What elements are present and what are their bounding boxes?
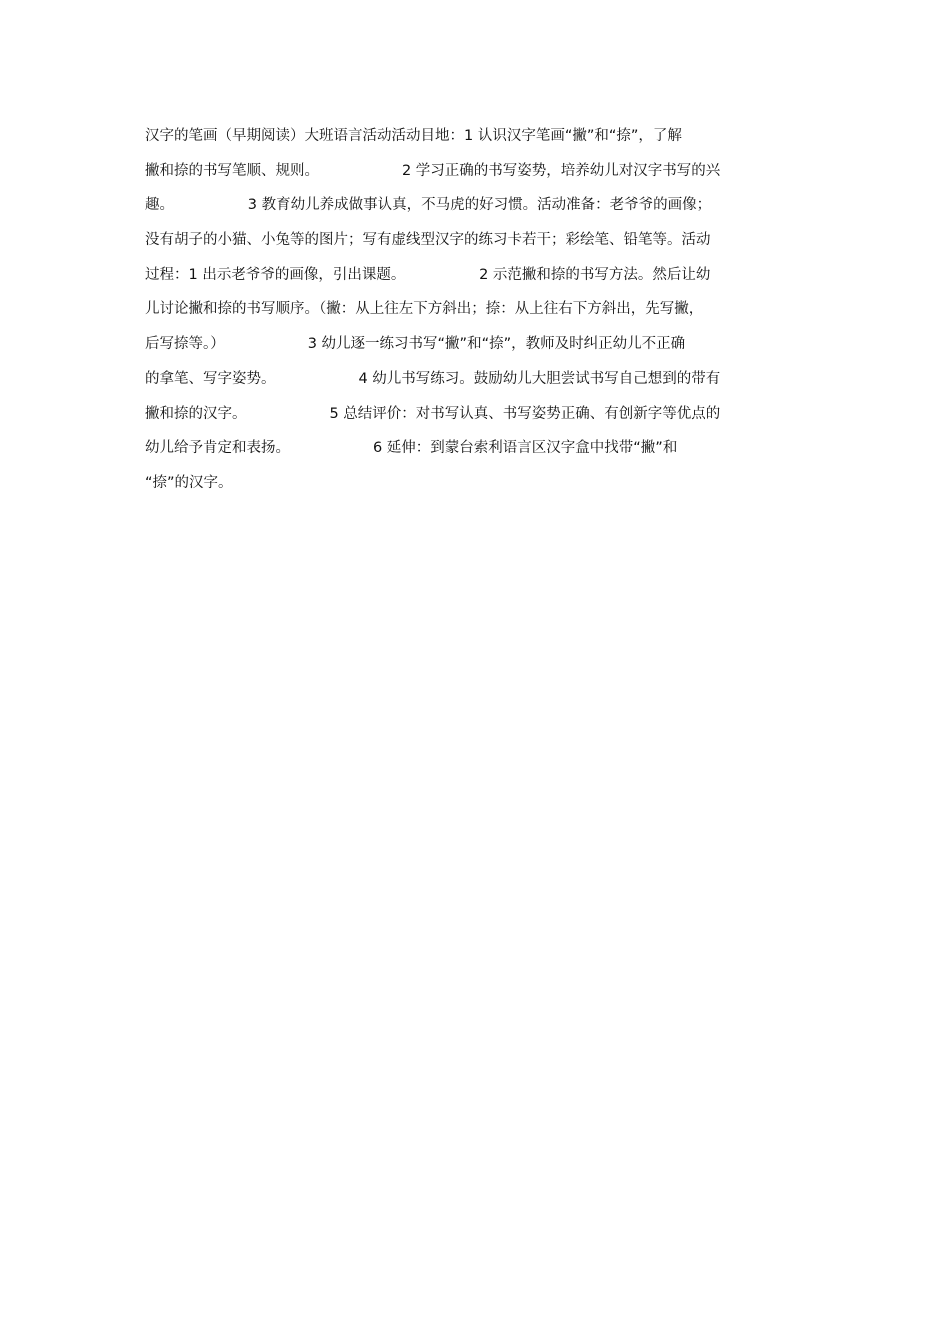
text-line: 后写捺等。） 3 幼儿逐一练习书写“撇”和“捺”，教师及时纠正幼儿不正确 (145, 336, 686, 353)
text-line: 幼儿给予肯定和表扬。 6 延伸：到蒙台索利语言区汉字盒中找带“撇”和 (145, 440, 678, 457)
lesson-plan-text (145, 119, 805, 501)
text-line: 撇和捺的书写笔顺、规则。 2 学习正确的书写姿势，培养幼儿对汉字书写的兴 (145, 162, 721, 179)
text-line: 撇和捺的汉字。 5 总结评价：对书写认真、书写姿势正确、有创新字等优点的 (145, 405, 721, 422)
text-line: 趣。 3 教育幼儿养成做事认真，不马虎的好习惯。活动准备：老爷爷的画像； (145, 197, 712, 214)
text-line: 汉字的笔画（早期阅读）大班语言活动活动目地：1 认识汉字笔画“撇”和“捺”，了解 (145, 128, 682, 144)
text-line: 过程：1 出示老爷爷的画像，引出课题。 2 示范撇和捺的书写方法。然后让幼 (145, 266, 711, 283)
text-line: 儿讨论撇和捺的书写顺序。（撇：从上往左下方斜出；捺：从上往右下方斜出，先写撇， (145, 301, 704, 318)
text-line: “捺”的汉字。 (145, 474, 233, 491)
text-line: 的拿笔、写字姿势。 4 幼儿书写练习。鼓励幼儿大胆尝试书写自己想到的带有 (145, 370, 721, 387)
text-line: 没有胡子的小猫、小兔等的图片；写有虚线型汉字的练习卡若干；彩绘笔、铅笔等。活动 (145, 232, 711, 249)
